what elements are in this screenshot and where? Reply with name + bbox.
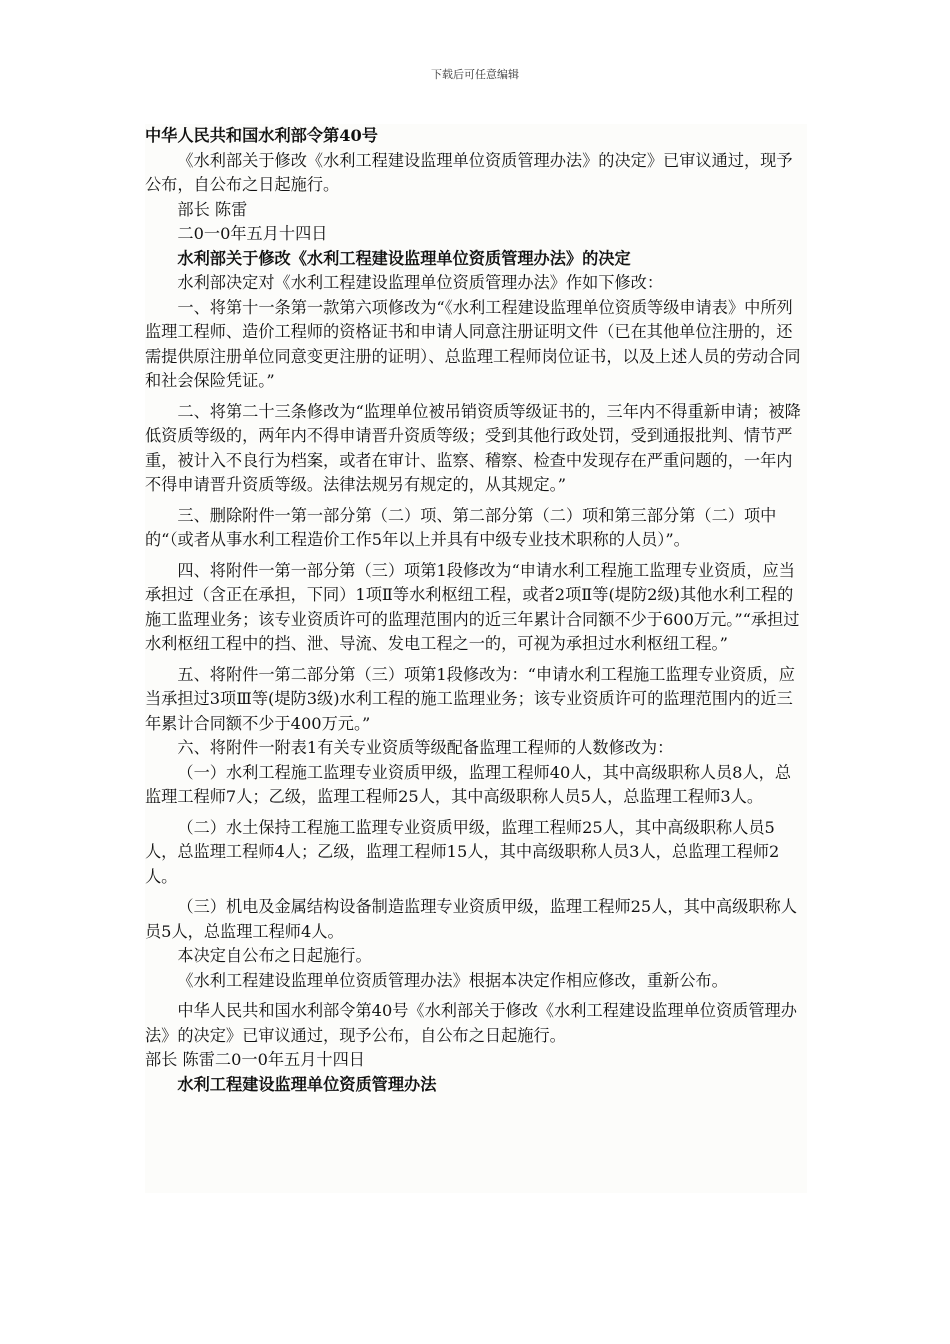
sub-item: （三）机电及金属结构设备制造监理专业资质甲级，监理工程师25人，其中高级职称人员5人，总监理工程师4人。 (145, 897, 797, 941)
paragraph: 《水利工程建设监理单位资质管理办法》根据本决定作相应修改，重新公布。 (177, 970, 728, 990)
paragraph: 本决定自公布之日起施行。 (177, 946, 372, 965)
decision-title: 水利部关于修改《水利工程建设监理单位资质管理办法》的决定 (177, 248, 631, 268)
amendment-item: 四、将附件一第一部分第（三）项第1段修改为“申请水利工程施工监理专业资质，应当承担过（含正在承担，下同）1项Ⅱ等水利枢纽工程，或者2项Ⅱ等(堤防2级)其他水利工程的施工监理业务；该专业资质许可的监理范围内的近三年累计合同额不少于600万元。”“承担过水利枢纽工程中的挡、泄、导流、发电工程之一的，可视为承担过水利枢纽工程。” (145, 560, 800, 653)
sub-item: （一）水利工程施工监理专业资质甲级，监理工程师40人，其中高级职称人员8人，总监理工程师7人；乙级，监理工程师25人，其中高级职称人员5人，总监理工程师3人。 (145, 762, 792, 806)
amendment-item: 五、将附件一第二部分第（三）项第1段修改为：“申请水利工程施工监理专业资质，应当承担过3项Ⅲ等(堤防3级)水利工程的施工监理业务；该专业资质许可的监理范围内的近三年累计合同额不少于400万元。” (145, 664, 795, 733)
amendment-item: 二、将第二十三条修改为“监理单位被吊销资质等级证书的，三年内不得重新申请；被降低资质等级的，两年内不得申请晋升资质等级；受到其他行政处罚，受到通报批判、情节严重，被计入不良行为档案，或者在审计、监察、稽察、检查中发现存在严重问题的，一年内不得申请晋升资质等级。法律法规另有规定的，从其规定。” (145, 401, 801, 494)
date-line: 二0一0年五月十四日 (177, 224, 328, 243)
page-header-note: 下载后可任意编辑 (431, 68, 519, 81)
signature-minister: 部长 陈雷 (177, 199, 248, 219)
order-title: 中华人民共和国水利部令第40号 (145, 126, 378, 145)
paragraph: 水利部决定对《水利工程建设监理单位资质管理办法》作如下修改： (177, 273, 664, 292)
regulation-title: 水利工程建设监理单位资质管理办法 (177, 1074, 437, 1094)
sub-item: （二）水土保持工程施工监理专业资质甲级，监理工程师25人，其中高级职称人员5人，总监理工程师4人；乙级，监理工程师15人，其中高级职称人员3人，总监理工程师2人。 (145, 817, 780, 886)
amendment-item: 六、将附件一附表1有关专业资质等级配备监理工程师的人数修改为： (177, 738, 674, 757)
signature-date-line: 部长 陈雷二0一0年五月十四日 (145, 1050, 365, 1069)
paragraph: 中华人民共和国水利部令第40号《水利部关于修改《水利工程建设监理单位资质管理办法》的决定》已审议通过，现予公布，自公布之日起施行。 (145, 1001, 797, 1045)
amendment-item: 三、删除附件一第一部分第（二）项、第二部分第（二）项和第三部分第（二）项中的“（或者从事水利工程造价工作5年以上并具有中级专业技术职称的人员）”。 (145, 505, 777, 549)
paragraph: 《水利部关于修改《水利工程建设监理单位资质管理办法》的决定》已审议通过，现予公布，自公布之日起施行。 (145, 150, 793, 194)
document-body (145, 124, 807, 1193)
amendment-item: 一、将第十一条第一款第六项修改为“《水利工程建设监理单位资质等级申请表》中所列监理工程师、造价工程师的资格证书和申请人同意注册证明文件（已在其他单位注册的，还需提供原注册单位同意变更注册的证明）、总监理工程师岗位证书，以及上述人员的劳动合同和社会保险凭证。” (145, 297, 801, 390)
